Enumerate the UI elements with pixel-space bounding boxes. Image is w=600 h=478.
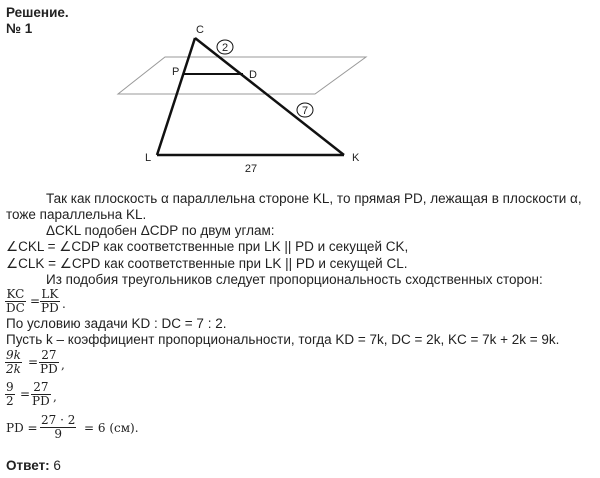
formula-1-fraction-left: $\frac{KC}{DC}$ (6, 287, 25, 315)
formula-3-end: , (53, 390, 57, 404)
paragraph-1-cont: тоже параллельна KL. (6, 207, 147, 222)
answer-label: Ответ: (6, 458, 50, 473)
formula-4-fraction: $\frac{27 \cdot 2}{9}$ (41, 413, 76, 441)
formula-4-pre: PD = (6, 421, 38, 435)
paragraph-7: Пусть k – коэффициент пропорциональности, тогда KD = 7k, DC = 2k, KC = 7k + 2k = 9k. (6, 332, 560, 347)
vertex-label-L: L (145, 152, 152, 164)
side-LK-label: 27 (244, 163, 258, 175)
formula-2-end: , (61, 358, 65, 372)
paragraph-5: Из подобия треугольников следует пропорциональность сходственных сторон: (46, 272, 543, 287)
formula-2-fraction-right: $\frac{27}{PD}$ (40, 348, 58, 376)
formula-1-eq: = (30, 294, 41, 308)
formula-1-end: . (62, 297, 66, 311)
paragraph-2: ΔCKL подобен ΔCDP по двум углам: (46, 223, 275, 238)
side-CK (195, 38, 344, 155)
formula-2-fraction-left: $\frac{9k}{2k}$ (6, 348, 21, 376)
paragraph-4: ∠CLK = ∠CPD как соответственные при LK || PD и секущей CL. (6, 256, 408, 271)
paragraph-1: Так как плоскость α параллельна стороне KL, то прямая PD, лежащая в плоскости α, (46, 191, 582, 206)
formula-2-eq: = (28, 355, 39, 369)
answer (6, 458, 61, 473)
circle-mark-7-label: 7 (301, 105, 309, 117)
formula-4-post: = 6 (см). (84, 421, 139, 435)
formula-3-eq: = (20, 387, 31, 401)
problem-number: № 1 (6, 21, 33, 36)
paragraph-3: ∠CKL = ∠CDP как соответственные при LK || PD и секущей CK, (6, 239, 409, 254)
formula-1-fraction-right: $\frac{LK}{PD}$ (41, 287, 59, 315)
solution-title: Решение. (6, 5, 69, 20)
circle-mark-2-label: 2 (221, 42, 229, 54)
paragraph-6: По условию задачи KD : DC = 7 : 2. (6, 316, 227, 331)
answer-value: 6 (49, 458, 61, 473)
vertex-label-C: C (196, 24, 204, 36)
formula-3-fraction-left: $\frac{9}{2}$ (6, 380, 14, 408)
vertex-label-K: K (352, 152, 360, 164)
geometry-figure (0, 0, 600, 180)
side-CL (157, 38, 195, 155)
formula-3-fraction-right: $\frac{27}{PD}$ (32, 380, 50, 408)
vertex-label-P: P (172, 66, 180, 78)
vertex-label-D: D (249, 69, 257, 81)
